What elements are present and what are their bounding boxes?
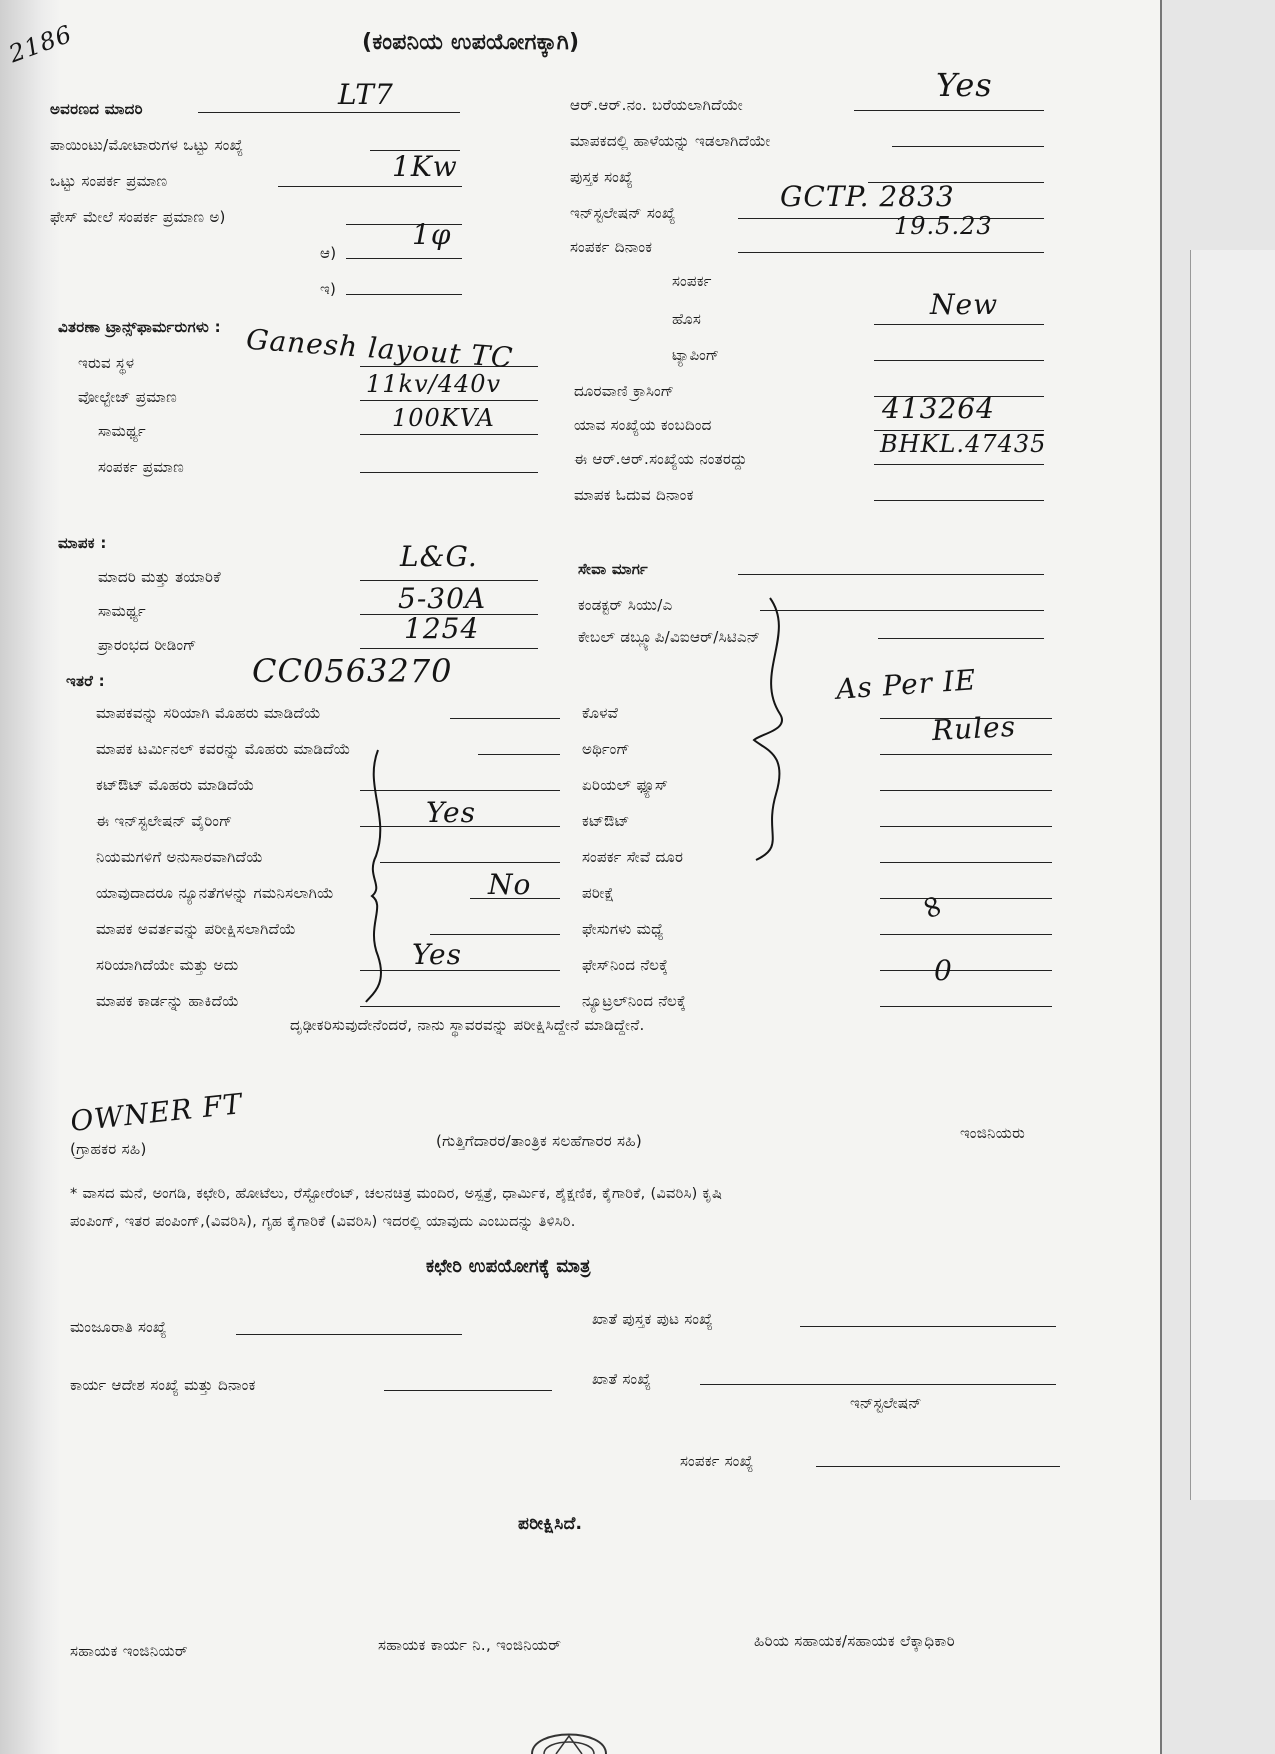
corner-note: 2186 — [5, 19, 76, 69]
label-meter-heading: ಮಾಪಕ : — [58, 534, 107, 552]
label-ledger-page: ಖಾತೆ ಪುಸ್ತಕ ಪುಟ ಸಂಖ್ಯೆ — [592, 1310, 714, 1328]
label-service-route: ಸೇವಾ ಮಾರ್ಗ — [578, 560, 648, 578]
line-work-order — [384, 1390, 552, 1391]
label-ae-sign: ಸಹಾಯಕ ಇಂಜಿನಿಯರ್ — [70, 1642, 188, 1660]
hw-customer-sign: OWNER FT — [68, 1087, 245, 1138]
check-right-6: ಪರೀಕ್ಷೆ — [582, 884, 615, 902]
label-phase-load-aa: ಆ) — [320, 244, 337, 262]
label-connection-no: ಸಂಪರ್ಕ ಸಂಖ್ಯೆ — [680, 1452, 754, 1470]
hw-serial: CC0563270 — [252, 652, 453, 690]
label-others: ಇತರೆ : — [66, 672, 105, 690]
line-check-left-1 — [450, 718, 560, 719]
check-left-3: ಕಟ್‌ಔಟ್ ಮೊಹರು ಮಾಡಿದೆಯೆ — [96, 776, 255, 794]
check-left-9: ಮಾಪಕ ಕಾರ್ಡನ್ನು ಹಾಕಿದೆಯೆ — [96, 992, 240, 1010]
label-model: ಅವರಣದ ಮಾದರಿ — [50, 100, 143, 118]
label-work-order: ಕಾರ್ಯ ಆದೇಶ ಸಂಖ್ಯೆ ಮತ್ತು ದಿನಾಂಕ — [70, 1376, 256, 1394]
line-rr-written — [854, 110, 1044, 111]
check-right-1: ಕೊಳವೆ — [582, 704, 619, 722]
hw-voltage: 11kv/440v — [366, 370, 502, 398]
label-conductor: ಕಂಡಕ್ಟರ್ ಸಿಯು/ಎ — [578, 596, 673, 614]
check-left-7: ಮಾಪಕ ಅವರ್ತವನ್ನು ಪರೀಕ್ಷಿಸಲಾಗಿದೆಯೆ — [96, 920, 297, 938]
hw-model: LT7 — [338, 78, 394, 111]
line-conductor — [760, 610, 1044, 611]
emblem-icon — [526, 1718, 612, 1754]
line-initial-reading — [360, 648, 538, 649]
label-verified: ಪರೀಕ್ಷಿಸಿದೆ. — [518, 1514, 583, 1534]
line-meter-reading-date — [874, 500, 1044, 501]
hw-total-load: 1Kw — [392, 150, 458, 183]
hw-initial-reading: 1254 — [404, 612, 480, 645]
label-cable: ಕೇಬಲ್ ಡಬ್ಲ್ಯೂಪಿ/ವಿಐಆರ್/ಸಿಟಿಎನ್ — [578, 628, 761, 646]
hw-as-per: As Per IE — [835, 663, 978, 706]
check-left-5: ನಿಯಮಗಳಿಗೆ ಅನುಸಾರವಾಗಿದೆಯೆ — [96, 848, 264, 866]
hw-location: Ganesh layout TC — [245, 322, 515, 375]
hw-wiring-ok: Yes — [426, 796, 476, 829]
hw-test-phase: ∞ — [911, 887, 957, 927]
label-connection-date: ಸಂಪರ್ಕ ದಿನಾಂಕ — [570, 238, 653, 256]
check-right-7: ಫೇಸುಗಳು ಮಧ್ಯೆ — [582, 920, 664, 938]
hw-brace-left — [360, 746, 400, 1006]
label-pole-no: ಯಾವ ಸಂಖ್ಯೆಯ ಕಂಬದಿಂದ — [574, 416, 712, 434]
label-voltage: ವೋಲ್ಟೇಜ್ ಪ್ರಮಾಣ — [78, 388, 178, 406]
line-check-right-4 — [880, 826, 1052, 827]
line-connected-load — [360, 472, 538, 473]
label-meter-capacity: ಸಾಮರ್ಥ್ಯ — [98, 602, 146, 620]
hw-capacity: 100KVA — [392, 404, 495, 432]
check-right-9: ನ್ಯೂಟ್ರಲ್‌ನಿಂದ ನೆಲಕ್ಕೆ — [582, 992, 687, 1010]
line-total-load — [278, 186, 462, 187]
label-new: ಹೊಸ — [672, 310, 702, 328]
label-tapping: ಟ್ಯಾಪಿಂಗ್ — [672, 346, 720, 364]
label-book-no: ಪುಸ್ತಕ ಸಂಖ್ಯೆ — [570, 168, 633, 186]
line-cable — [878, 638, 1044, 639]
line-model — [198, 112, 460, 113]
check-left-8: ಸರಿಯಾಗಿದೆಯೇ ಮತ್ತು ಅದು — [96, 956, 239, 974]
label-meter-make: ಮಾದರಿ ಮತ್ತು ತಯಾರಿಕೆ — [98, 568, 221, 586]
line-service-route — [738, 574, 1044, 575]
line-after-rr — [874, 464, 1044, 465]
line-connection-no — [816, 1466, 1060, 1467]
label-installation: ಇನ್‌ಸ್ಟಲೇಷನ್ — [850, 1394, 922, 1412]
line-account-no — [700, 1384, 1056, 1385]
line-new — [874, 324, 1044, 325]
label-customer-sign: (ಗ್ರಾಹಕರ ಸಹಿ) — [70, 1140, 147, 1158]
line-check-right-3 — [880, 790, 1052, 791]
label-aee-sign: ಸಹಾಯಕ ಕಾರ್ಯ ನಿ., ಇಂಜಿನಿಯರ್ — [378, 1636, 562, 1654]
line-check-right-8 — [880, 970, 1052, 971]
label-phase-load-i: ಇ) — [320, 280, 337, 298]
line-tapping — [874, 360, 1044, 361]
check-left-2: ಮಾಪಕ ಟರ್ಮಿನಲ್ ಕವರನ್ನು ಮೊಹರು ಮಾಡಿದೆಯೆ — [96, 740, 351, 758]
label-contractor-sign: (ಗುತ್ತಿಗೆದಾರರ/ತಾಂತ್ರಿಕ ಸಲಹೆಗಾರರ ಸಹಿ) — [436, 1132, 643, 1150]
check-right-2: ಅರ್ಥಿಂಗ್ — [582, 740, 630, 758]
hw-pole-no: 413264 — [882, 392, 995, 425]
line-check-right-2 — [880, 754, 1052, 755]
label-location: ಇರುವ ಸ್ಥಳ — [78, 354, 135, 372]
line-meter-old — [892, 146, 1044, 147]
label-motor-count: ಪಾಯಿಂಟು/ಮೋಟಾರುಗಳ ಒಟ್ಟು ಸಂಖ್ಯೆ — [50, 136, 244, 154]
label-accounts-sign: ಹಿರಿಯ ಸಹಾಯಕ/ಸಹಾಯಕ ಲೆಕ್ಕಾಧಿಕಾರಿ — [754, 1632, 955, 1650]
label-phone-crossing: ದೂರವಾಣಿ ಕ್ರಾಸಿಂಗ್ — [574, 382, 675, 400]
check-right-8: ಫೇಸ್‌ನಿಂದ ನೆಲಕ್ಕೆ — [582, 956, 669, 974]
underlying-page-2 — [1190, 250, 1275, 1500]
check-left-4: ಈ ಇನ್‌ಸ್ಟಲೇಷನ್ ವೈರಿಂಗ್ — [96, 812, 233, 830]
label-phase-load-a: ಫೇಸ್ ಮೇಲೆ ಸಂಪರ್ಕ ಪ್ರಮಾಣ ಅ) — [50, 208, 226, 226]
check-right-5: ಸಂಪರ್ಕ ಸೇವೆ ದೂರ — [582, 848, 684, 866]
office-heading: ಕಛೇರಿ ಉಪಯೋಗಕ್ಕೆ ಮಾತ್ರ — [426, 1256, 591, 1277]
line-check-left-5 — [380, 862, 560, 863]
hw-new: New — [930, 288, 999, 321]
check-left-1: ಮಾಪಕವನ್ನು ಸರಿಯಾಗಿ ಮೊಹರು ಮಾಡಿದೆಯೆ — [96, 704, 322, 722]
label-meter-old: ಮಾಪಕದಲ್ಲಿ ಹಾಳೆಯನ್ನು ಇಡಲಾಗಿದೆಯೇ — [570, 132, 771, 150]
line-check-right-6 — [880, 898, 1052, 899]
line-phase-aa — [346, 258, 462, 259]
hw-connection-date: 19.5.23 — [894, 212, 993, 240]
label-total-load: ಒಟ್ಟು ಸಂಪರ್ಕ ಪ್ರಮಾಣ — [50, 172, 168, 190]
label-meter-reading-date: ಮಾಪಕ ಓದುವ ದಿನಾಂಕ — [574, 486, 694, 504]
check-left-6: ಯಾವುದಾದರೂ ನ್ಯೂನತೆಗಳನ್ನು ಗಮನಿಸಲಾಗಿಯೆ — [96, 884, 335, 902]
hw-rr-written: Yes — [936, 66, 993, 104]
check-right-3: ಏರಿಯಲ್ ಫ್ಯೂಸ್ — [582, 776, 669, 794]
line-ledger-page — [800, 1326, 1056, 1327]
label-rr-written: ಆರ್.ಆರ್.ನಂ. ಬರೆಯಲಾಗಿದೆಯೇ — [570, 96, 744, 114]
hw-brace-right — [740, 594, 800, 864]
line-voltage — [360, 400, 538, 401]
label-initial-reading: ಪ್ರಾರಂಭದ ರೀಡಿಂಗ್ — [98, 636, 197, 654]
page-title: (ಕಂಪನಿಯ ಉಪಯೋಗಕ್ಕಾಗಿ) — [362, 30, 580, 55]
certification-text: ದೃಢೀಕರಿಸುವುದೇನೆಂದರೆ, ನಾನು ಸ್ಥಾವರವನ್ನು ಪರೀಕ್ಷಿಸಿದ್ದೇನೆ ಮಾಡಿದ್ದೇನೆ. — [290, 1016, 645, 1034]
line-phase-i — [346, 294, 462, 295]
line-installation-no — [738, 218, 1044, 219]
label-transformers: ವಿತರಣಾ ಟ್ರಾನ್ಸ್‌ಫಾರ್ಮರುಗಳು : — [58, 318, 221, 336]
label-account-no: ಖಾತೆ ಸಂಖ್ಯೆ — [592, 1370, 652, 1388]
line-sanction-no — [236, 1334, 462, 1335]
hw-meter-make: L&G. — [400, 540, 478, 573]
check-right-4: ಕಟ್‌ಔಟ್ — [582, 812, 630, 830]
hw-test-neutral: 0 — [934, 954, 953, 987]
label-connected-load: ಸಂಪರ್ಕ ಪ್ರಮಾಣ — [98, 458, 185, 476]
label-engineer-sign: ಇಂಜಿನಿಯರು — [960, 1124, 1026, 1142]
line-check-left-7 — [430, 934, 560, 935]
hw-rules: Rules — [931, 709, 1017, 748]
line-connection-date — [738, 252, 1044, 253]
label-sanction-no: ಮಂಜೂರಾತಿ ಸಂಖ್ಯೆ — [70, 1318, 167, 1336]
label-capacity: ಸಾಮರ್ಥ್ಯ — [98, 422, 146, 440]
line-check-left-9 — [360, 1006, 560, 1007]
hw-installation-no: GCTP. 2833 — [780, 180, 955, 213]
hw-working-ok: Yes — [412, 938, 462, 971]
note-line-1: * ವಾಸದ ಮನೆ, ಅಂಗಡಿ, ಕಛೇರಿ, ಹೋಟೆಲು, ರೆಸ್ಟೋರೆಂಟ್, ಚಲನಚಿತ್ರ ಮಂದಿರ, ಅಸ್ಪತ್ರೆ, ಧಾರ್ಮಿಕ, ಶೈಕ್ಷಣಿಕ, ಕೈಗಾರಿಕೆ, (ವಿವರಿಸಿ) ಕೃಷಿ — [70, 1186, 723, 1202]
label-connection: ಸಂಪರ್ಕ — [672, 272, 712, 290]
binding-shadow — [0, 0, 60, 1754]
hw-defects: No — [488, 868, 532, 901]
note-line-2: ಪಂಪಿಂಗ್, ಇತರ ಪಂಪಿಂಗ್,(ವಿವರಿಸಿ), ಗೃಹ ಕೈಗಾರಿಕೆ (ವಿವರಿಸಿ) ಇದರಲ್ಲಿ ಯಾವುದು ಎಂಬುದನ್ನು ತಿಳಿಸಿರಿ. — [70, 1214, 576, 1230]
hw-phase-aa: 1φ — [412, 218, 452, 251]
line-check-right-5 — [880, 862, 1052, 863]
label-after-rr: ಈ ಆರ್.ಆರ್.ಸಂಖ್ಯೆಯ ನಂತರದ್ದು — [574, 450, 748, 468]
hw-meter-capacity: 5-30A — [398, 582, 487, 615]
line-capacity — [360, 434, 538, 435]
line-check-right-7 — [880, 934, 1052, 935]
line-meter-make — [360, 580, 538, 581]
line-check-right-9 — [880, 1006, 1052, 1007]
hw-after-rr: BHKL.47435 — [880, 430, 1047, 458]
line-check-left-2 — [478, 754, 560, 755]
label-installation-no: ಇನ್‌ಸ್ಟಲೇಷನ್ ಸಂಖ್ಯೆ — [570, 204, 676, 222]
